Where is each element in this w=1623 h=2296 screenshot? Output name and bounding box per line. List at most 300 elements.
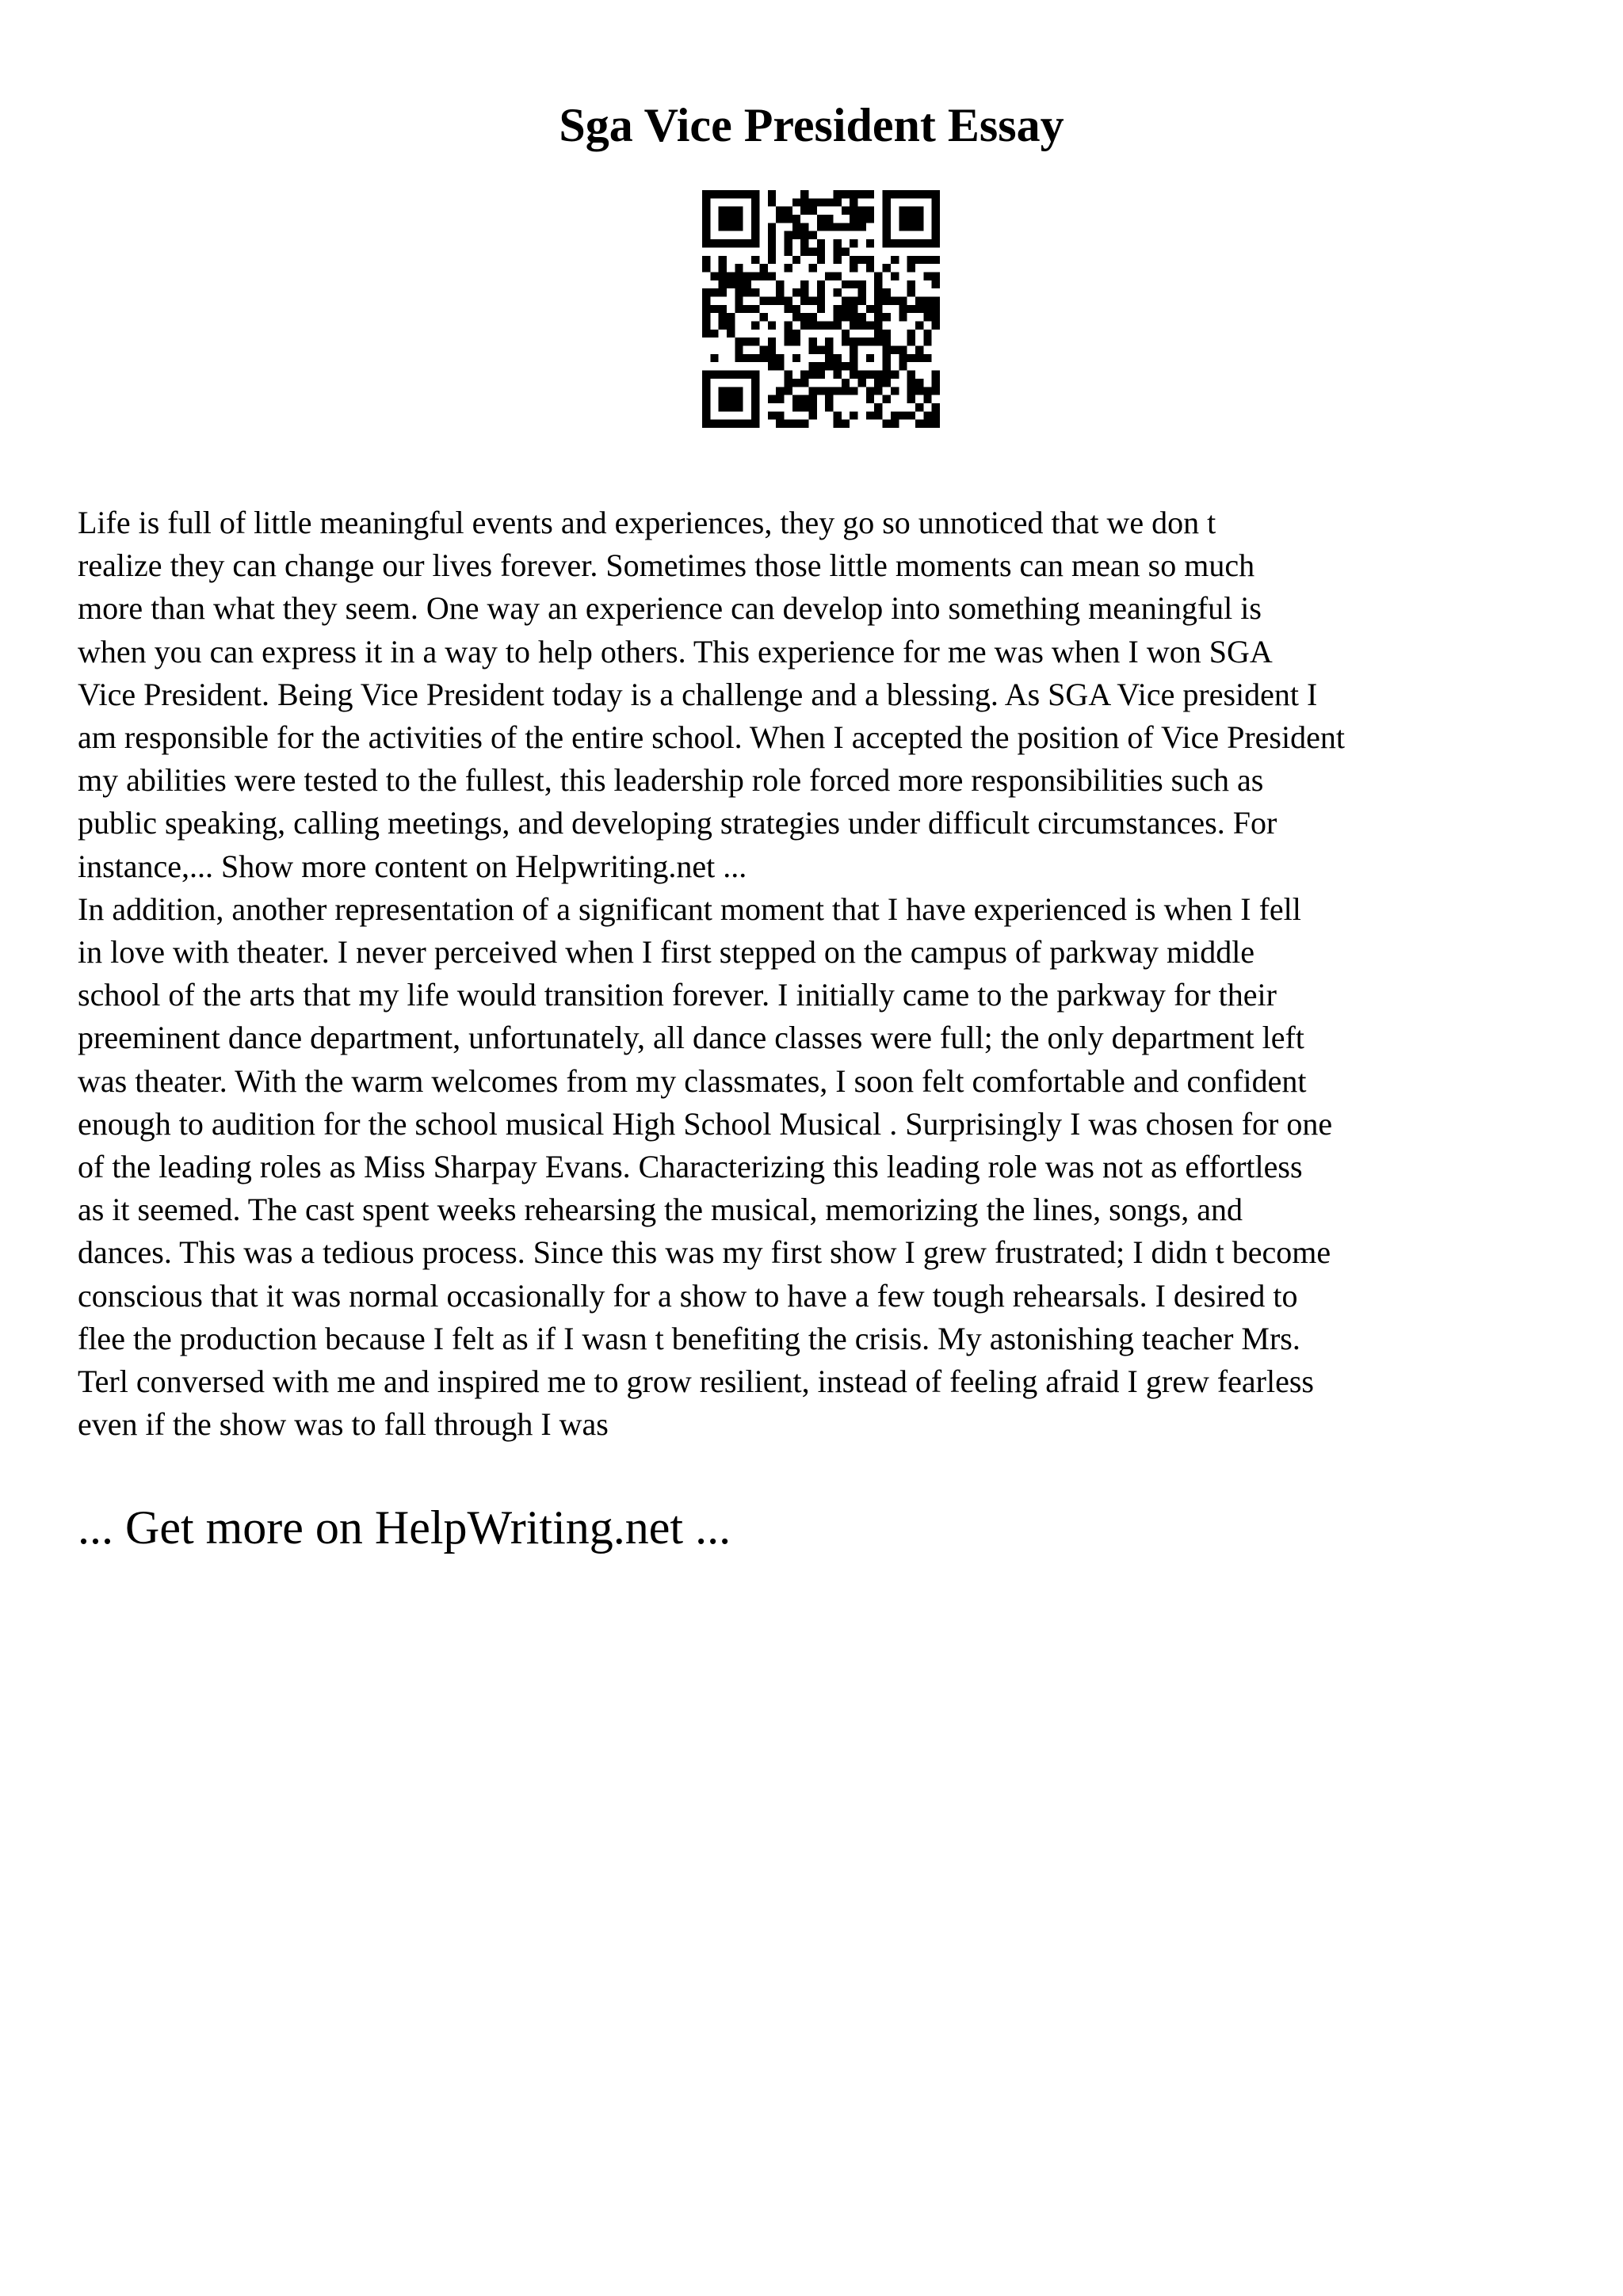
- qr-module: [719, 207, 727, 215]
- qr-module: [727, 420, 735, 428]
- qr-module: [858, 322, 866, 330]
- qr-module: [727, 322, 735, 330]
- qr-module: [719, 215, 727, 223]
- qr-module: [751, 379, 759, 387]
- qr-module: [825, 387, 833, 395]
- essay-paragraph-1: [78, 502, 1568, 888]
- qr-module: [776, 387, 784, 395]
- qr-module: [923, 387, 931, 395]
- qr-module: [842, 223, 850, 231]
- qr-module: [834, 371, 842, 379]
- qr-module: [792, 354, 800, 362]
- qr-module: [759, 296, 767, 304]
- qr-module: [891, 420, 899, 428]
- qr-module: [891, 239, 899, 247]
- qr-module: [850, 322, 857, 330]
- qr-module: [768, 354, 776, 362]
- qr-module: [800, 322, 808, 330]
- qr-module: [891, 296, 899, 304]
- qr-module: [850, 198, 857, 206]
- qr-module: [768, 231, 776, 239]
- qr-module: [915, 305, 923, 313]
- qr-module: [702, 395, 710, 403]
- qr-module: [899, 411, 907, 419]
- qr-module: [751, 288, 759, 296]
- qr-module: [768, 198, 776, 206]
- qr-module: [784, 330, 792, 338]
- qr-module: [834, 387, 842, 395]
- qr-module: [858, 215, 866, 223]
- qr-module: [702, 288, 710, 296]
- qr-module: [800, 207, 808, 215]
- qr-module: [899, 215, 907, 223]
- text-line: when you can express it in a way to help others. This experience for me was when I won SGA: [78, 633, 1273, 669]
- qr-module: [907, 395, 915, 403]
- qr-module: [727, 272, 735, 280]
- qr-module: [891, 190, 899, 198]
- qr-module: [743, 354, 751, 362]
- qr-module: [784, 247, 792, 255]
- qr-module: [792, 313, 800, 321]
- qr-module: [907, 223, 915, 231]
- qr-module: [727, 215, 735, 223]
- qr-module: [817, 239, 825, 247]
- qr-module: [817, 288, 825, 296]
- qr-module: [768, 190, 776, 198]
- text-line: preeminent dance department, unfortunately, all dance classes were full; the only department left: [78, 1020, 1304, 1056]
- qr-module: [792, 198, 800, 206]
- qr-module: [727, 190, 735, 198]
- text-line: realize they can change our lives forever. Sometimes those little moments can mean so much: [78, 547, 1255, 584]
- qr-module: [915, 379, 923, 387]
- qr-module: [883, 215, 891, 223]
- qr-module: [883, 264, 891, 272]
- qr-module: [735, 296, 743, 304]
- qr-module: [899, 296, 907, 304]
- qr-module: [743, 288, 751, 296]
- qr-module: [710, 272, 718, 280]
- qr-module: [719, 395, 727, 403]
- qr-module: [874, 322, 882, 330]
- qr-module: [792, 338, 800, 345]
- qr-module: [825, 403, 833, 411]
- qr-module: [834, 223, 842, 231]
- qr-module: [907, 371, 915, 379]
- qr-module: [735, 264, 743, 272]
- qr-module: [751, 322, 759, 330]
- qr-module: [768, 247, 776, 255]
- qr-module: [891, 371, 899, 379]
- qr-module: [923, 313, 931, 321]
- qr-module: [825, 223, 833, 231]
- qr-module: [817, 280, 825, 288]
- qr-module: [719, 387, 727, 395]
- qr-module: [915, 296, 923, 304]
- qr-module: [751, 231, 759, 239]
- text-line: flee the production because I felt as if I wasn t benefiting the crisis. My astonishing teacher Mrs.: [78, 1320, 1300, 1356]
- qr-code-icon: [702, 190, 940, 428]
- qr-module: [710, 371, 718, 379]
- qr-module: [891, 256, 899, 264]
- qr-module: [817, 215, 825, 223]
- qr-module: [710, 288, 718, 296]
- qr-module: [735, 354, 743, 362]
- qr-module: [907, 280, 915, 288]
- qr-module: [874, 379, 882, 387]
- qr-module: [808, 231, 816, 239]
- qr-module: [719, 223, 727, 231]
- qr-module: [834, 322, 842, 330]
- qr-module: [702, 190, 710, 198]
- qr-module: [899, 207, 907, 215]
- qr-module: [768, 362, 776, 370]
- text-line: more than what they seem. One way an experience can develop into something meaningful is: [78, 590, 1262, 627]
- qr-module: [907, 264, 915, 272]
- qr-module: [834, 272, 842, 280]
- qr-module: [768, 395, 776, 403]
- qr-module: [735, 272, 743, 280]
- qr-module: [784, 387, 792, 395]
- qr-module: [883, 362, 891, 370]
- qr-module: [784, 231, 792, 239]
- qr-module: [735, 387, 743, 395]
- qr-module: [842, 387, 850, 395]
- qr-module: [800, 403, 808, 411]
- qr-module: [751, 354, 759, 362]
- qr-module: [792, 403, 800, 411]
- qr-module: [808, 207, 816, 215]
- qr-module: [915, 346, 923, 354]
- essay-paragraph-2: [78, 888, 1568, 1447]
- qr-module: [768, 322, 776, 330]
- qr-module: [907, 338, 915, 345]
- qr-module: [850, 296, 857, 304]
- text-line: in love with theater. I never perceived when I first stepped on the campus of parkway middle: [78, 934, 1255, 971]
- qr-module: [883, 395, 891, 403]
- qr-module: [710, 190, 718, 198]
- qr-module: [751, 338, 759, 345]
- qr-module: [702, 305, 710, 313]
- qr-module: [817, 362, 825, 370]
- qr-module: [710, 239, 718, 247]
- qr-module: [702, 387, 710, 395]
- qr-module: [751, 239, 759, 247]
- qr-module: [874, 305, 882, 313]
- qr-module: [899, 354, 907, 362]
- qr-module: [759, 346, 767, 354]
- text-line: as it seemed. The cast spent weeks rehearsing the musical, memorizing the lines, songs, and: [78, 1192, 1243, 1228]
- qr-module: [850, 264, 857, 272]
- qr-module: [808, 403, 816, 411]
- qr-module: [719, 256, 727, 264]
- qr-module: [784, 239, 792, 247]
- qr-module: [727, 330, 735, 338]
- qr-module: [751, 198, 759, 206]
- qr-module: [850, 256, 857, 264]
- qr-module: [727, 371, 735, 379]
- qr-module: [899, 223, 907, 231]
- qr-module: [710, 330, 718, 338]
- qr-module: [702, 420, 710, 428]
- qr-module: [776, 395, 784, 403]
- qr-module: [825, 362, 833, 370]
- qr-module: [866, 207, 874, 215]
- qr-module: [800, 296, 808, 304]
- qr-module: [907, 207, 915, 215]
- qr-module: [808, 395, 816, 403]
- text-line: of the leading roles as Miss Sharpay Evans. Characterizing this leading role was not as effortless: [78, 1149, 1303, 1185]
- qr-module: [751, 215, 759, 223]
- qr-module: [768, 411, 776, 419]
- qr-module: [735, 305, 743, 313]
- get-more-link[interactable]: ... Get more on HelpWriting.net ...: [78, 1501, 731, 1554]
- qr-module: [792, 420, 800, 428]
- qr-module: [776, 362, 784, 370]
- qr-module: [834, 420, 842, 428]
- qr-module: [800, 395, 808, 403]
- qr-module: [932, 215, 940, 223]
- qr-module: [825, 395, 833, 403]
- qr-module: [932, 207, 940, 215]
- qr-module: [702, 379, 710, 387]
- text-line: Life is full of little meaningful events and experiences, they go so unnoticed that we don t: [78, 505, 1216, 540]
- qr-module: [792, 305, 800, 313]
- qr-module: [915, 256, 923, 264]
- qr-module: [751, 403, 759, 411]
- qr-module: [923, 395, 931, 403]
- qr-module: [842, 379, 850, 387]
- qr-module: [907, 215, 915, 223]
- qr-module: [850, 387, 857, 395]
- qr-module: [883, 379, 891, 387]
- qr-module: [834, 288, 842, 296]
- qr-module: [702, 256, 710, 264]
- qr-module: [850, 239, 857, 247]
- qr-module: [932, 313, 940, 321]
- qr-module: [751, 207, 759, 215]
- qr-module: [883, 313, 891, 321]
- qr-module: [702, 411, 710, 419]
- qr-module: [883, 207, 891, 215]
- qr-module: [907, 379, 915, 387]
- qr-module: [932, 231, 940, 239]
- text-line: dances. This was a tedious process. Since this was my first show I grew frustrated; I didn t become: [78, 1234, 1331, 1271]
- qr-module: [727, 239, 735, 247]
- qr-module: [923, 411, 931, 419]
- qr-module: [817, 223, 825, 231]
- qr-module: [792, 330, 800, 338]
- qr-module: [784, 296, 792, 304]
- qr-module: [891, 411, 899, 419]
- qr-module: [874, 403, 882, 411]
- qr-module: [907, 305, 915, 313]
- qr-module: [735, 403, 743, 411]
- qr-module: [866, 387, 874, 395]
- qr-module: [907, 288, 915, 296]
- qr-module: [883, 296, 891, 304]
- qr-module: [702, 296, 710, 304]
- qr-module: [800, 288, 808, 296]
- qr-module: [800, 420, 808, 428]
- qr-module: [858, 313, 866, 321]
- qr-module: [719, 272, 727, 280]
- qr-module: [792, 215, 800, 223]
- qr-module: [751, 190, 759, 198]
- qr-module: [800, 231, 808, 239]
- qr-module: [923, 190, 931, 198]
- qr-module: [784, 371, 792, 379]
- qr-module: [834, 313, 842, 321]
- qr-module: [866, 239, 874, 247]
- qr-module: [866, 264, 874, 272]
- qr-module: [915, 223, 923, 231]
- qr-module: [842, 207, 850, 215]
- qr-module: [710, 305, 718, 313]
- essay-body: [78, 502, 1568, 1446]
- qr-module: [842, 362, 850, 370]
- qr-module: [735, 288, 743, 296]
- qr-module: [899, 313, 907, 321]
- qr-module: [808, 247, 816, 255]
- qr-module: [850, 346, 857, 354]
- qr-module: [932, 272, 940, 280]
- qr-module: [932, 411, 940, 419]
- qr-module: [834, 411, 842, 419]
- qr-module: [850, 223, 857, 231]
- qr-module: [751, 305, 759, 313]
- qr-module: [842, 247, 850, 255]
- qr-module: [907, 256, 915, 264]
- qr-module: [842, 313, 850, 321]
- qr-module: [784, 322, 792, 330]
- qr-module: [784, 338, 792, 345]
- qr-module: [899, 305, 907, 313]
- qr-module: [743, 239, 751, 247]
- qr-module: [808, 362, 816, 370]
- qr-module: [858, 190, 866, 198]
- qr-module: [808, 313, 816, 321]
- qr-module: [850, 354, 857, 362]
- qr-module: [702, 198, 710, 206]
- qr-module: [883, 198, 891, 206]
- qr-module: [808, 338, 816, 345]
- qr-module: [800, 280, 808, 288]
- qr-module: [850, 215, 857, 223]
- qr-module: [727, 223, 735, 231]
- qr-module: [719, 313, 727, 321]
- qr-module: [874, 330, 882, 338]
- qr-module: [874, 272, 882, 280]
- qr-module: [751, 387, 759, 395]
- qr-module: [907, 190, 915, 198]
- qr-module: [702, 215, 710, 223]
- qr-module: [923, 296, 931, 304]
- qr-module: [702, 239, 710, 247]
- qr-module: [792, 379, 800, 387]
- qr-module: [702, 371, 710, 379]
- qr-module: [784, 420, 792, 428]
- qr-module: [923, 272, 931, 280]
- qr-module: [751, 256, 759, 264]
- qr-module: [842, 190, 850, 198]
- qr-module: [768, 296, 776, 304]
- qr-module: [891, 346, 899, 354]
- text-line: my abilities were tested to the fullest, this leadership role forced more responsibilities such as: [78, 762, 1264, 799]
- qr-module: [817, 247, 825, 255]
- qr-module: [784, 207, 792, 215]
- qr-module: [932, 256, 940, 264]
- qr-module: [842, 305, 850, 313]
- qr-module: [776, 420, 784, 428]
- qr-module: [915, 215, 923, 223]
- text-line: even if the show was to fall through I was: [78, 1406, 609, 1443]
- qr-module: [907, 354, 915, 362]
- qr-module: [915, 190, 923, 198]
- qr-module: [883, 354, 891, 362]
- qr-module: [735, 215, 743, 223]
- qr-module: [932, 420, 940, 428]
- qr-module: [743, 190, 751, 198]
- qr-module: [776, 288, 784, 296]
- qr-module: [850, 411, 857, 419]
- qr-module: [883, 288, 891, 296]
- qr-module: [825, 198, 833, 206]
- qr-module: [915, 207, 923, 215]
- qr-module: [834, 362, 842, 370]
- qr-module: [719, 280, 727, 288]
- qr-module: [702, 223, 710, 231]
- qr-module: [719, 420, 727, 428]
- qr-module: [784, 264, 792, 272]
- qr-module: [751, 420, 759, 428]
- qr-module: [866, 371, 874, 379]
- qr-module: [932, 322, 940, 330]
- qr-module: [727, 207, 735, 215]
- qr-module: [743, 371, 751, 379]
- text-line: enough to audition for the school musical High School Musical . Surprisingly I was chosen for one: [78, 1105, 1333, 1142]
- qr-module: [923, 239, 931, 247]
- qr-module: [800, 371, 808, 379]
- qr-module: [866, 305, 874, 313]
- qr-module: [834, 256, 842, 264]
- qr-module: [800, 198, 808, 206]
- qr-module: [702, 403, 710, 411]
- qr-module: [932, 305, 940, 313]
- qr-module: [915, 354, 923, 362]
- qr-module: [719, 371, 727, 379]
- qr-module: [858, 338, 866, 345]
- qr-module: [883, 190, 891, 198]
- qr-module: [743, 272, 751, 280]
- qr-module: [883, 346, 891, 354]
- qr-module: [776, 207, 784, 215]
- qr-module: [710, 420, 718, 428]
- qr-module: [727, 280, 735, 288]
- qr-module: [915, 403, 923, 411]
- qr-module: [883, 371, 891, 379]
- qr-module: [800, 223, 808, 231]
- qr-module: [891, 387, 899, 395]
- qr-module: [800, 190, 808, 198]
- qr-module: [784, 379, 792, 387]
- qr-module: [817, 371, 825, 379]
- qr-module: [915, 239, 923, 247]
- qr-module: [735, 420, 743, 428]
- qr-module: [792, 223, 800, 231]
- qr-module: [702, 322, 710, 330]
- qr-module: [866, 411, 874, 419]
- qr-module: [751, 223, 759, 231]
